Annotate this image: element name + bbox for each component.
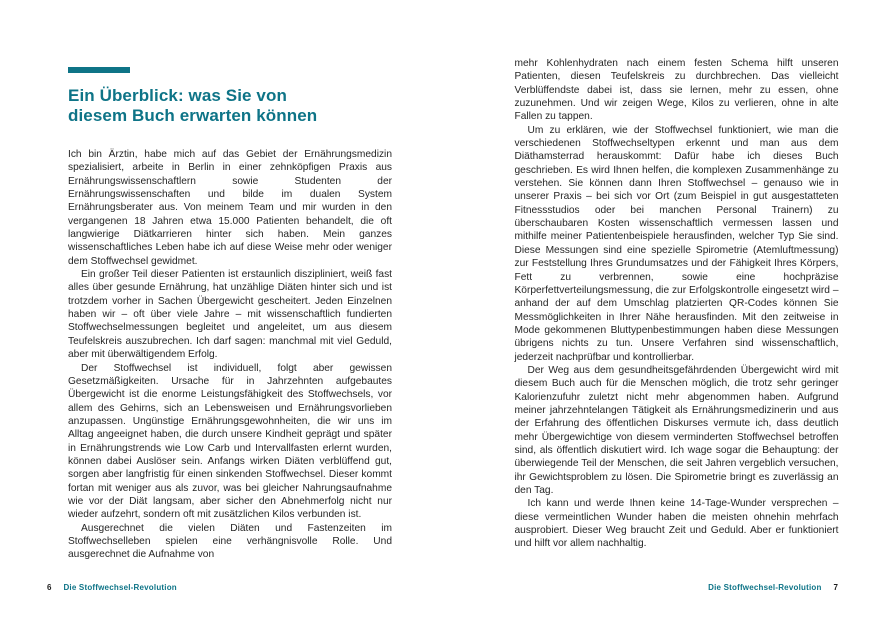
right-page-text-column: [515, 57, 839, 551]
running-title: Die Stoffwechsel-Revolution: [708, 583, 822, 592]
body-paragraph: Um zu erklären, wie der Stoffwechsel funktioniert, wie man die verschiedenen Stoffwechseltypen erkennt und man aus dem Diäthamsterrad herauskommt: Dafür habe ich dieses Buch geschrieben. Es wird Ihnen helfen, die komplexen Zusammenhänge zu verstehen. Sie können dann Ihren Stoffwechsel – genauso wie in unserer Praxis – bei sich vor Ort (zum Beispiel in gut ausgestatteten Fitnessstudios oder bei manchen Personal Trainern) zu überschaubaren Kosten wissenschaftlich vermessen lassen und mithilfe meiner Patientenbeispiele herausfinden, welcher Typ Sie sind. Diese Messungen sind eine spezielle Spirometrie (Atemluftmessung) zur Feststellung Ihres Grundumsatzes und der Fähigkeit Ihres Körpers, Fett zu verbrennen, sowie eine hochpräzise Körperfettverteilungsmessung, die zur Erfolgskontrolle eingesetzt wird – anhand der auf dem Umschlag platzierten QR-Codes können Sie Messmöglichkeiten in Ihrer Nähe herausfinden. Mit den zeitweise in Mode gekommenen Bluttypenbestimmungen haben diese Messungen übrigens nichts zu tun. Unsere Verfahren sind wissenschaftlich, jederzeit nachprüfbar und kontrollierbar.: [514, 124, 839, 363]
body-paragraph: mehr Kohlenhydraten nach einem festen Schema hilft unseren Patienten, diesen Teufelskreis zu durchbrechen. Das vielleicht Verblüffendste dabei ist, dass sie lernen, mehr zu essen, ohne zuzunehmen. Und wir zeigen Wege, Kilos zu verlieren, ohne in alte Fallen zu tappen.: [514, 58, 839, 123]
chapter-heading-line2: diesem Buch erwarten können: [68, 106, 318, 125]
body-paragraph: Ich kann und werde Ihnen keine 14-Tage-Wunder versprechen – diese vermeintlichen Wunder haben die meisten ohnehin mehrfach ausprobiert. Dieser Weg braucht Zeit und Geduld. Aber er funktioniert und hilft vor allem nachhaltig.: [514, 498, 839, 550]
left-page-footer: [47, 583, 177, 592]
chapter-heading: [68, 86, 398, 126]
body-paragraph: Ich bin Ärztin, habe mich auf das Gebiet der Ernährungsmedizin spezialisiert, arbeite in Berlin in einer zehnköpfigen Praxis aus Ernährungswissenschaftlern sowie Studenten der Ernährungswissenschaften und bilde im dualen System Ernährungsberater aus. Von meinem Team und mir wurden in den vergangenen 18 Jahren etwa 15.000 Patienten behandelt, die oft langwierige Diätkarrieren hinter sich haben. Mein ganzes wissenschaftliches Leben habe ich auf diese Weise mehr oder weniger dem Stoffwechsel gewidmet.: [68, 149, 392, 267]
body-paragraph: Ausgerechnet die vielen Diäten und Fastenzeiten im Stoffwechselleben spielen eine verhängnisvolle Rolle. Und ausgerechnet die Aufnahme von: [68, 522, 392, 561]
left-page-text-column: [68, 148, 392, 562]
chapter-heading-block: [68, 67, 398, 126]
body-paragraph: Der Stoffwechsel ist individuell, folgt aber gewissen Gesetzmäßigkeiten. Ursache für in Jahrzehnten aufgebautes Übergewicht ist die enorme Leistungsfähigkeit des Stoffwechsels, vor allem des Gehirns, sich an Lebensweisen und Ernährungsvorlieben anzupassen. Ungünstige Ernährungsgewohnheiten, die wir uns im Alltag angeeignet haben, die durch unsere Kindheit geprägt und später in Ernährungstrends wie Low Carb und Intervallfasten erlernt wurden, können dabei Auslöser sein. Anfangs wirken Diäten verblüffend gut, sorgen aber langfristig für einen sinkenden Stoffwechsel. Dieser kommt fortan mit weniger aus als zuvor, was bei gleicher Nahrungsaufnahme wie vor der Diät langsam, aber sicher den Abnehmerfolg nicht nur wieder aufzehrt, sondern oft mit zusätzlichen Kilos verbunden ist.: [68, 362, 392, 521]
page-right: [440, 0, 879, 624]
heading-accent-bar: [68, 67, 130, 73]
page-number: 7: [833, 583, 838, 592]
body-paragraph: Ein großer Teil dieser Patienten ist erstaunlich diszipliniert, weiß fast alles über gesunde Ernährung, hat unzählige Diäten hinter sich und ist trotzdem vorher in Sachen Übergewicht gescheitert. Jeden Einzelnen haben wir – oft über viele Jahre – mit wissenschaftlich fundierten Stoffwechselmessungen begleitet und angeleitet, um aus diesem Teufelskreis auszubrechen. Ich darf sagen: manchmal mit viel Geduld, aber mit überwältigendem Erfolg.: [68, 269, 392, 361]
page-number: 6: [47, 583, 52, 592]
running-title: Die Stoffwechsel-Revolution: [63, 583, 177, 592]
chapter-heading-line1: Ein Überblick: was Sie von: [68, 86, 287, 105]
body-paragraph: Der Weg aus dem gesundheitsgefährdenden Übergewicht wird mit diesem Buch auch für die Menschen möglich, die trotz sehr geringer Kalorienzufuhr zuletzt nicht mehr abgenommen haben. Aufgrund meiner jahrzehntelangen Tätigkeit als Ernährungsmedizinerin und aus der Erfahrung des öffentlichen Diskurses vermute ich, dass deutlich mehr Übergewichtige von diesem verminderten Stoffwechsel betroffen sind, als öffentlich diskutiert wird. Ich wage sogar die Behauptung: der überwiegende Teil der Menschen, die seit Jahren vergeblich versuchen, ihr Gewichtsproblem zu lösen. Die Spirometrie bringt es zuverlässig an den Tag.: [514, 364, 839, 496]
right-page-footer: [708, 583, 838, 592]
